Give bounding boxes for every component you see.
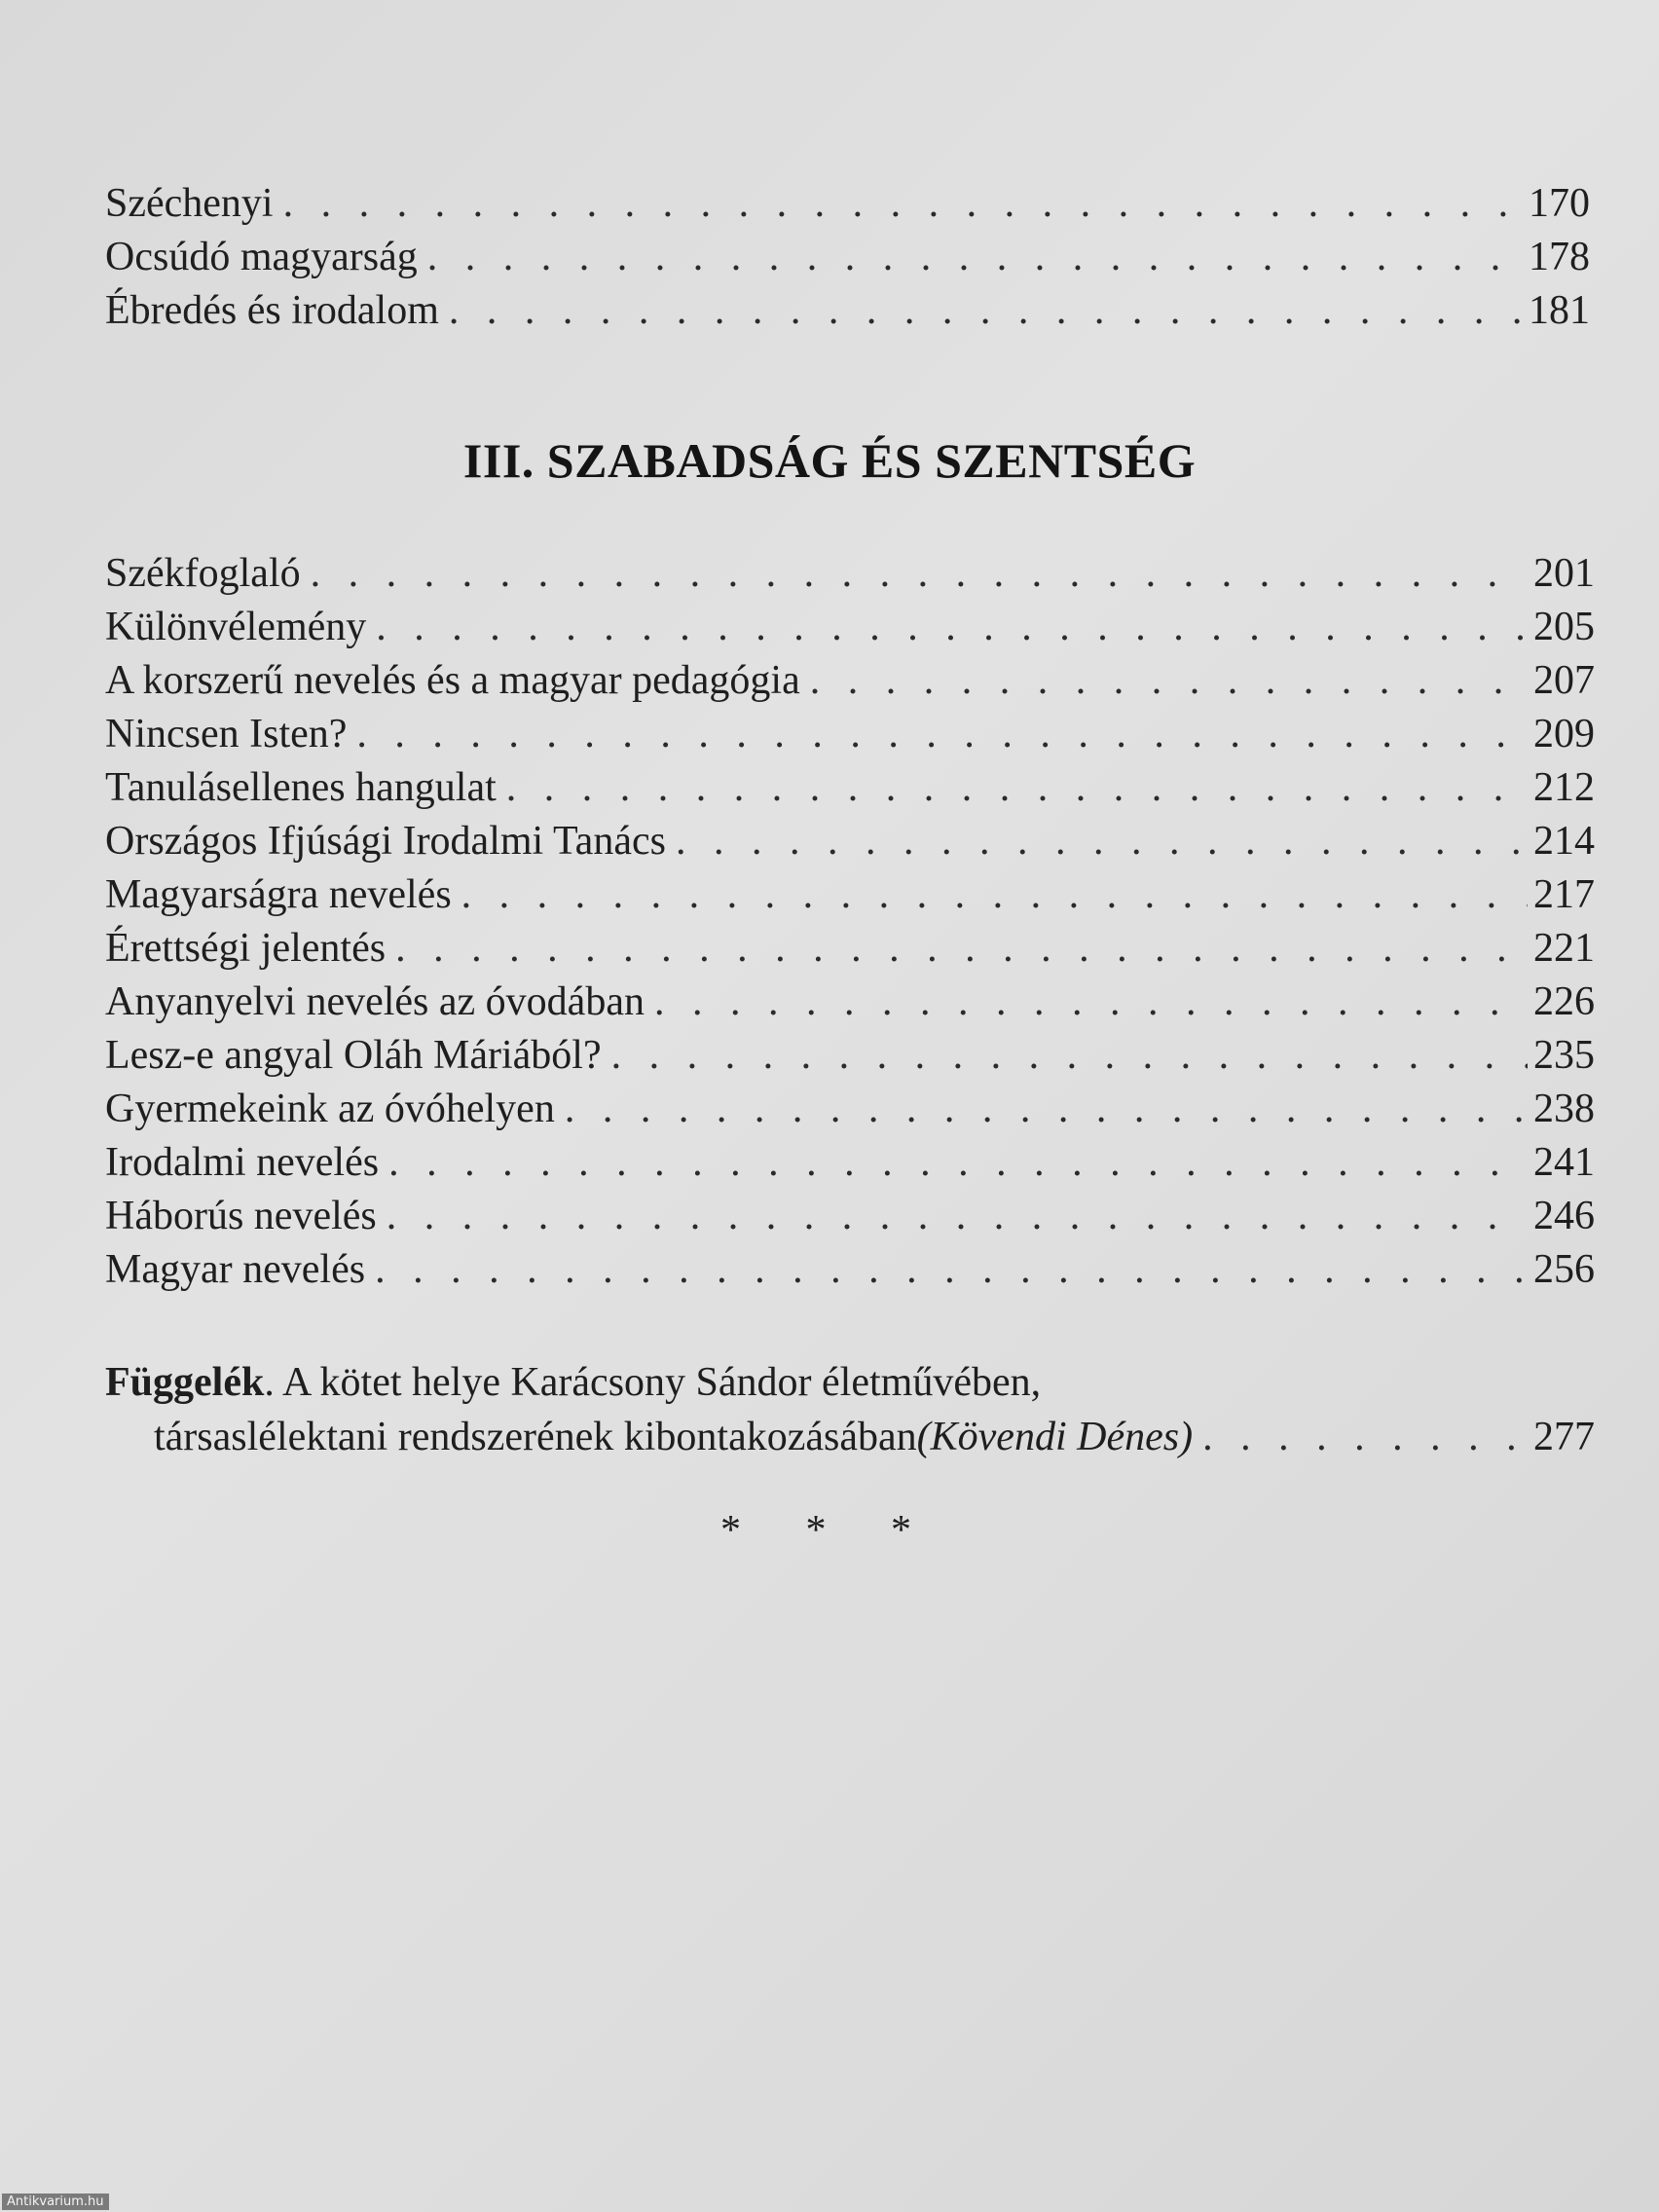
- toc-leader-dots: [387, 1190, 1528, 1243]
- section-heading: III. SZABADSÁG ÉS SZENTSÉG: [462, 433, 1197, 488]
- toc-entry-title: Nincsen Isten?: [105, 712, 348, 756]
- toc-leader-dots: [283, 177, 1523, 231]
- appendix-title-part-1: . A kötet helye Karácsony Sándor életművében,: [264, 1360, 1042, 1405]
- toc-entry: [105, 654, 1595, 708]
- toc-entry-title: Széchenyi: [105, 181, 274, 226]
- appendix-entry: [105, 1355, 1595, 1464]
- toc-leader-dots: [356, 708, 1528, 761]
- toc-leader-dots: [449, 284, 1523, 338]
- toc-entry-page-number: 241: [1533, 1140, 1595, 1185]
- toc-entry-page-number: 217: [1533, 872, 1595, 917]
- toc-entry: [105, 815, 1595, 868]
- toc-entry-title: Tanulásellenes hangulat: [105, 765, 497, 810]
- toc-entry: [105, 231, 1590, 284]
- toc-entry-title: Különvélemény: [105, 605, 367, 649]
- toc-entry-title: Székfoglaló: [105, 551, 301, 596]
- toc-leader-dots: [676, 815, 1528, 868]
- toc-entry: [105, 761, 1595, 815]
- toc-leader-dots: [375, 1243, 1528, 1297]
- toc-entry-page-number: 181: [1529, 288, 1590, 333]
- toc-entry-page-number: 226: [1533, 979, 1595, 1024]
- toc-entry-page-number: 256: [1533, 1247, 1595, 1292]
- toc-entry: [105, 284, 1590, 338]
- toc-entry-title: A korszerű nevelés és a magyar pedagógia: [105, 658, 800, 703]
- toc-entry-title: Gyermekeink az óvóhelyen: [105, 1087, 555, 1131]
- toc-entry-page-number: 207: [1533, 658, 1595, 703]
- toc-entry-page-number: 209: [1533, 712, 1595, 756]
- toc-entry-page-number: 212: [1533, 765, 1595, 810]
- appendix-page-number: 277: [1533, 1415, 1595, 1459]
- toc-leader-dots: [506, 761, 1528, 815]
- toc-entry-page-number: 238: [1533, 1087, 1595, 1131]
- toc-entry-title: Érettségi jelentés: [105, 926, 387, 971]
- toc-entry: [105, 1190, 1595, 1243]
- toc-leader-dots: [565, 1083, 1528, 1136]
- toc-entry-page-number: 170: [1529, 181, 1590, 226]
- toc-leader-dots: [376, 601, 1528, 654]
- toc-entry-page-number: 221: [1533, 926, 1595, 971]
- appendix-author: (Kövendi Dénes): [916, 1415, 1194, 1459]
- toc-leader-dots: [810, 654, 1528, 708]
- toc-entry: [105, 601, 1595, 654]
- toc-entry-title: Országos Ifjúsági Irodalmi Tanács: [105, 819, 666, 864]
- toc-entry: [105, 177, 1590, 231]
- toc-entry-title: Háborús nevelés: [105, 1194, 377, 1238]
- separator-asterisks: * * *: [720, 1508, 939, 1553]
- toc-entry: [105, 922, 1595, 976]
- appendix-line-1: [105, 1355, 1595, 1410]
- toc-entry: [105, 1136, 1595, 1190]
- appendix-line-2: [105, 1410, 1595, 1464]
- toc-leader-dots: [395, 922, 1528, 976]
- toc-entry-page-number: 246: [1533, 1194, 1595, 1238]
- toc-entry-page-number: 205: [1533, 605, 1595, 649]
- toc-entry-title: Irodalmi nevelés: [105, 1140, 380, 1185]
- toc-entry-title: Ocsúdó magyarság: [105, 235, 418, 279]
- toc-leader-dots: [611, 1029, 1528, 1083]
- appendix-leader-dots: [1202, 1410, 1528, 1464]
- toc-list-continued: [105, 177, 1590, 338]
- toc-entry-page-number: 235: [1533, 1033, 1595, 1078]
- toc-entry: [105, 1029, 1595, 1083]
- toc-entry: [105, 1243, 1595, 1297]
- appendix-label: Függelék: [105, 1360, 265, 1405]
- toc-entry: [105, 708, 1595, 761]
- toc-leader-dots: [461, 868, 1528, 922]
- toc-entry: [105, 868, 1595, 922]
- toc-entry-title: Anyanyelvi nevelés az óvodában: [105, 979, 645, 1024]
- toc-entry-title: Ébredés és irodalom: [105, 288, 439, 333]
- toc-leader-dots: [654, 976, 1528, 1029]
- toc-leader-dots: [311, 547, 1528, 601]
- watermark: Antikvarium.hu: [2, 2194, 109, 2210]
- toc-entry-page-number: 178: [1529, 235, 1590, 279]
- toc-entry-title: Lesz-e angyal Oláh Máriából?: [105, 1033, 602, 1078]
- toc-entry-title: Magyar nevelés: [105, 1247, 366, 1292]
- toc-list-section-iii: [105, 547, 1595, 1297]
- appendix-title-part-2: társaslélektani rendszerének kibontakozásában: [154, 1415, 917, 1459]
- toc-leader-dots: [388, 1136, 1528, 1190]
- toc-entry-title: Magyarságra nevelés: [105, 872, 452, 917]
- toc-leader-dots: [427, 231, 1523, 284]
- toc-entry-page-number: 201: [1533, 551, 1595, 596]
- toc-entry: [105, 547, 1595, 601]
- toc-entry: [105, 1083, 1595, 1136]
- toc-entry-page-number: 214: [1533, 819, 1595, 864]
- toc-entry: [105, 976, 1595, 1029]
